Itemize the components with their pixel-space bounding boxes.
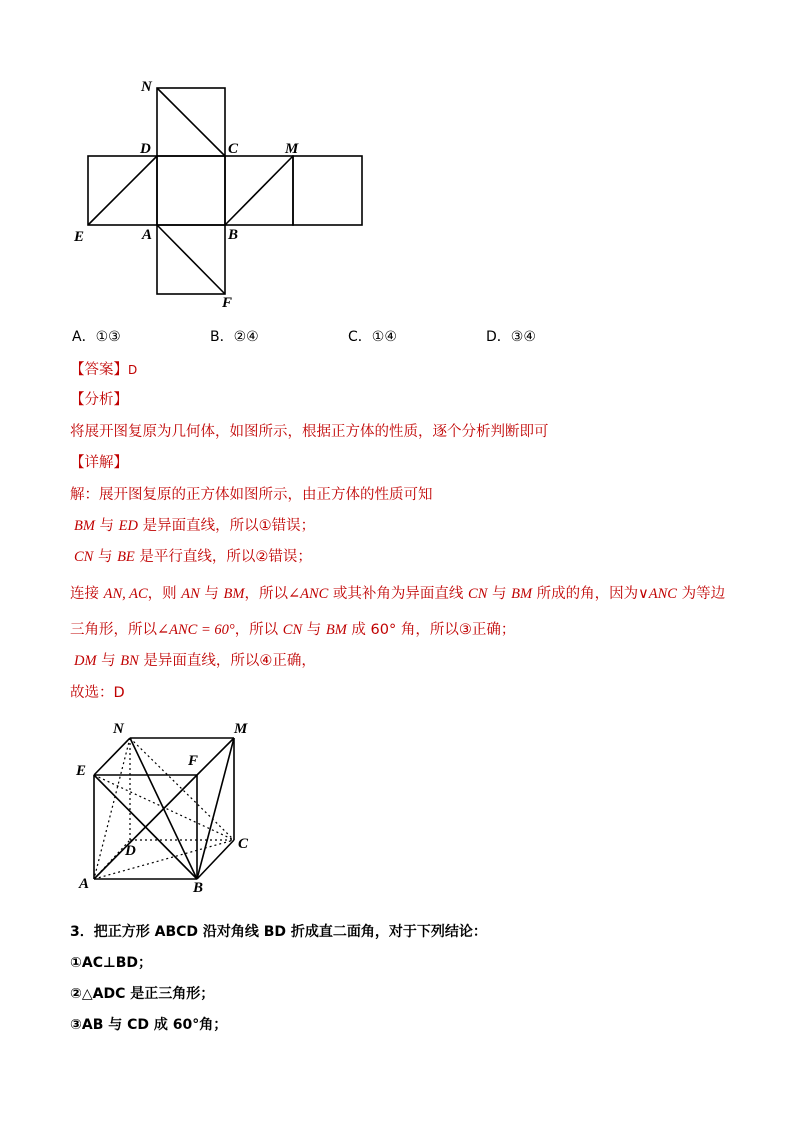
option-d-letter: D． xyxy=(486,329,511,345)
s1-line-a: BM xyxy=(74,518,95,534)
net-label-n: N xyxy=(141,79,152,95)
question3-stem: 3．把正方形 ABCD 沿对角线 BD 折成直二面角，对于下列结论： xyxy=(70,924,487,940)
s3-p6: 与 xyxy=(487,586,512,602)
s3-v5: CN xyxy=(468,586,488,602)
s1-line-b: ED xyxy=(118,518,138,534)
s3-v6: BM xyxy=(511,586,533,602)
detail-statement-2 xyxy=(74,545,312,566)
option-a-letter: A． xyxy=(72,329,96,345)
s4-p1: 三角形，所以 xyxy=(70,622,157,638)
s3-v2: AN xyxy=(181,586,200,602)
s3-v1: AN, AC xyxy=(103,586,148,602)
cube-figure xyxy=(70,715,260,900)
s3-v4: ∠ANC xyxy=(287,586,329,602)
s5-mid: 与 xyxy=(96,653,121,669)
cube-label-b: B xyxy=(193,880,204,896)
option-b xyxy=(210,326,259,346)
s2-mid: 与 xyxy=(93,549,118,565)
net-label-a: A xyxy=(142,227,153,243)
cube-label-a: A xyxy=(79,876,90,892)
detail-statement-5 xyxy=(74,649,316,670)
s3-p8: 为等边 xyxy=(676,586,726,602)
s3-p7: 所成的角，因为 xyxy=(532,586,639,602)
cube-label-e: E xyxy=(76,763,87,779)
s3-p2: ，则 xyxy=(147,586,182,602)
analysis-tag: 【分析】 xyxy=(70,392,128,408)
s3-p5: 或其补角为异面直线 xyxy=(328,586,469,602)
s5-tail: 是异面直线，所以④正确， xyxy=(138,653,316,669)
s5-line-b: BN xyxy=(120,653,139,669)
net-label-e: E xyxy=(74,229,85,245)
s3-p3: 与 xyxy=(199,586,224,602)
answer-tag: 【答案】 xyxy=(70,362,128,378)
s3-v3: BM xyxy=(223,586,245,602)
s4-p4: 成 60° 角，所以③正确； xyxy=(346,622,516,638)
s4-v2: CN xyxy=(282,622,303,638)
s2-line-b: BE xyxy=(117,549,135,565)
net-label-m: M xyxy=(285,141,299,157)
question3-item-1: ①AC⊥BD； xyxy=(70,955,153,971)
answer-value: D xyxy=(128,363,138,377)
detail-tag: 【详解】 xyxy=(70,455,128,471)
s4-p2: ，所以 xyxy=(234,622,283,638)
cube-label-f: F xyxy=(188,753,199,769)
cube-net-figure xyxy=(60,70,380,315)
option-b-value: ②④ xyxy=(233,329,259,345)
detail-statement-4 xyxy=(70,618,515,639)
question3-item-3: ③AB 与 CD 成 60°角； xyxy=(70,1017,228,1033)
cube-label-d: D xyxy=(125,843,136,859)
s3-p4: ，所以 xyxy=(244,586,288,602)
cube-label-c: C xyxy=(238,836,249,852)
s3-v7: ∨ANC xyxy=(638,586,677,602)
question3-item-2: ②△ADC 是正三角形； xyxy=(70,986,215,1002)
s4-v3: BM xyxy=(325,622,347,638)
cube-label-n: N xyxy=(113,721,124,737)
net-label-c: C xyxy=(228,141,239,157)
detail-choice: 故选：D xyxy=(70,685,125,701)
option-c-value: ①④ xyxy=(371,329,397,345)
analysis-text: 将展开图复原为几何体，如图所示，根据正方体的性质，逐个分析判断即可 xyxy=(70,424,549,440)
s4-v1: ∠ANC = 60° xyxy=(157,622,235,638)
answer-line xyxy=(70,358,137,379)
s1-mid: 与 xyxy=(94,518,119,534)
option-d-value: ③④ xyxy=(510,329,536,345)
detail-statement-1 xyxy=(74,514,315,535)
detail-intro: 解：展开图复原的正方体如图所示，由正方体的性质可知 xyxy=(70,487,433,503)
option-c-letter: C． xyxy=(348,329,372,345)
cube-label-m: M xyxy=(234,721,248,737)
option-d xyxy=(486,326,536,346)
net-label-b: B xyxy=(228,227,239,243)
s1-tail: 是异面直线，所以①错误； xyxy=(138,518,316,534)
s4-p3: 与 xyxy=(302,622,326,638)
net-label-d: D xyxy=(140,141,151,157)
s2-tail: 是平行直线，所以②错误； xyxy=(134,549,312,565)
option-a xyxy=(72,326,121,346)
s5-line-a: DM xyxy=(74,653,97,669)
s3-p1: 连接 xyxy=(70,586,104,602)
option-b-letter: B． xyxy=(210,329,234,345)
net-label-f: F xyxy=(222,295,233,311)
option-a-value: ①③ xyxy=(95,329,121,345)
detail-statement-3 xyxy=(70,582,725,603)
s2-line-a: CN xyxy=(74,549,94,565)
option-c xyxy=(348,326,397,346)
